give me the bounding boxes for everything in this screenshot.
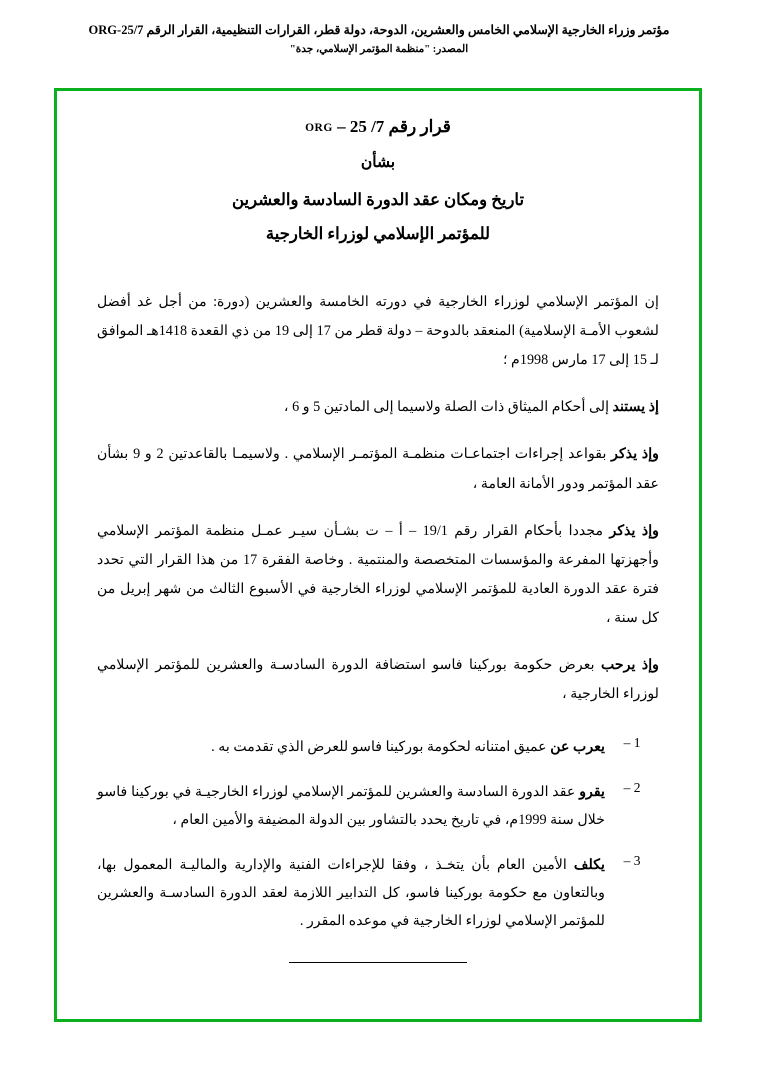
clause-body (97, 851, 605, 936)
preamble-4-lead: وإذ يذكر (609, 522, 660, 539)
clause-number: 2 – (623, 779, 641, 795)
operative-clauses (97, 733, 659, 935)
header-conference-line: مؤتمر وزراء الخارجية الإسلامي الخامس والعشرين، الدوحة، دولة قطر، القرارات التنظيمية، القرار الرقم 25/7-ORG (88, 23, 670, 37)
title-block (97, 117, 659, 244)
frame-content (57, 91, 699, 973)
clause-text: عميق امتنانه لحكومة بوركينا فاسو للعرض الذي تقدمت به . (211, 739, 547, 756)
preamble-2-lead: إذ يستند (612, 399, 659, 416)
clause-verb: يقرو (579, 783, 605, 800)
preamble-paragraph-3 (97, 440, 659, 498)
end-of-text-rule (289, 962, 467, 963)
subject-line-1: تاريخ ومكان عقد الدورة السادسة والعشرين (231, 190, 525, 209)
preamble-3-lead: وإذ يذكر (611, 446, 659, 463)
clause-verb: يعرب عن (550, 739, 605, 756)
preamble-paragraph-4 (97, 517, 659, 633)
clause-number: 1 – (623, 735, 641, 751)
preamble-section (97, 288, 659, 709)
subject-line-2: للمؤتمر الإسلامي لوزراء الخارجية (265, 224, 491, 243)
preamble-5-lead: وإذ يرحب (600, 657, 659, 674)
preamble-paragraph-1: إن المؤتمر الإسلامي لوزراء الخارجية في دورته الخامسة والعشرين (دورة: من أجل غد أفضل لشعوب الأمـة الإسلامية) المنعقد بالدوحة – دولة قطر من 17 إلى 19 من ذي القعدة 1418هـ الموافق لـ 15 إلى 17 مارس 1998م ؛ (97, 294, 659, 369)
resolution-number-line (97, 117, 659, 137)
clause-text: الأمين العام بأن يتخـذ ، وفقا للإجراءات الفنية والإدارية والماليـة المعمول بها، وبالتعاون مع حكومة بوركينا فاسو، كل التدابير اللازمة لعقد الدورة السادسـة والعشرين للمؤتمر الإسلامي لوزراء الخارجية في موعده المقرر . (97, 856, 605, 930)
clause-item (97, 733, 659, 761)
preamble-2-text: إلى أحكام الميثاق ذات الصلة ولاسيما إلى المادتين 5 و 6 ، (283, 399, 610, 416)
clause-item (97, 778, 659, 835)
preamble-paragraph-5 (97, 651, 659, 709)
clause-item (97, 851, 659, 936)
clause-text: عقد الدورة السادسة والعشرين للمؤتمر الإسلامي لوزراء الخارجيـة في بوركينا فاسو خلال سنة 1999م، في تاريخ يحدد بالتشاور بين الدولة المضيفة والأمين العام ، (97, 783, 605, 829)
preamble-paragraph-2 (97, 393, 659, 422)
about-label: بشأن (360, 154, 396, 171)
preamble-5-text: بعرض حكومة بوركينا فاسو استضافة الدورة السادسـة والعشرين للمؤتمر الإسلامي لوزراء الخارجية ، (97, 657, 659, 703)
resolution-number: قرار رقم 7/ 25 – (337, 117, 451, 136)
clause-body (97, 733, 605, 761)
clause-body (97, 778, 605, 835)
document-running-header (0, 22, 758, 55)
preamble-4-text: مجددا بأحكام القرار رقم 19/1 – أ – ت بشـأن سيـر عمـل منظمة المؤتمر الإسلامي وأجهزتها المفرعة والمؤسسات المتخصصة والمنتمية . وخاصة الفقرة 17 من هذا القرار التي تحدد فترة عقد الدورة العادية للمؤتمر الإسلامي لوزراء الخارجية في الأسبوع الثالث من شهر إبريل من كل سنة ، (97, 522, 659, 626)
green-border-frame (54, 88, 702, 1022)
header-source-line: المصدر: "منظمة المؤتمر الإسلامي، جدة" (289, 43, 469, 55)
resolution-org-tag: ORG (305, 122, 333, 134)
preamble-3-text: بقواعد إجراءات اجتماعـات منظمـة المؤتمـر الإسلامي . ولاسيمـا بالقاعدتين 2 و 9 بشأن عقد المؤتمر ودور الأمانة العامة ، (97, 446, 659, 492)
clause-number: 3 – (623, 852, 641, 868)
clause-verb: يكلف (573, 856, 605, 873)
